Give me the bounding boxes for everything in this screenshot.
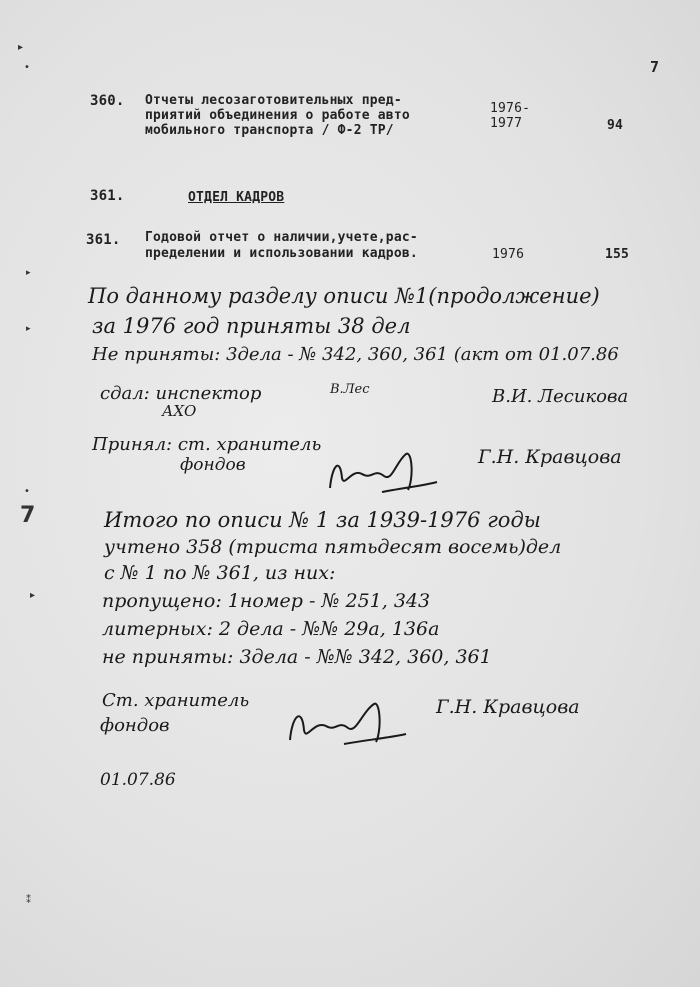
entry-title-line: Годовой отчет о наличии,учете,рас-	[145, 230, 418, 245]
entry-number: 361.	[86, 232, 121, 248]
totals-line: с № 1 по № 361, из них:	[104, 562, 336, 584]
handed-over-name: В.И. Лесикова	[492, 386, 629, 407]
totals-line: учтено 358 (триста пятьдесят восемь)дел	[104, 536, 562, 558]
signature	[282, 700, 412, 754]
section-heading: ОТДЕЛ КАДРОВ	[188, 190, 285, 205]
entry-number: 360.	[90, 93, 125, 109]
entry-title-line: пределении и использовании кадров.	[145, 246, 418, 261]
accepted-label: фондов	[180, 455, 246, 475]
totals-line: пропущено: 1номер - № 251, 343	[102, 590, 431, 612]
margin-mark: ▸	[30, 590, 36, 601]
margin-mark: •	[24, 486, 30, 497]
totals-line: литерных: 2 дела - №№ 29а, 136а	[102, 618, 440, 640]
section-number: 361.	[90, 188, 125, 204]
entry-years: 1977	[490, 116, 523, 131]
page-number: 7	[650, 58, 660, 76]
entry-title-line: мобильного транспорта / Ф-2 ТР/	[145, 123, 394, 138]
entry-title-line: приятий объединения о работе авто	[145, 108, 410, 123]
entry-years: 1976-	[490, 101, 531, 116]
handed-over-label: АХО	[162, 402, 197, 420]
final-sign-label: фондов	[100, 715, 170, 736]
margin-mark: 7	[20, 503, 36, 528]
entry-years: 1976	[492, 247, 525, 262]
final-sign-name: Г.Н. Кравцова	[436, 696, 580, 718]
signature	[322, 448, 442, 502]
margin-mark: •	[24, 62, 30, 73]
entry-title-line: Отчеты лесозаготовительных пред-	[145, 93, 402, 108]
totals-line: не приняты: 3дела - №№ 342, 360, 361	[102, 646, 492, 668]
margin-mark: ▸	[26, 268, 31, 278]
signature: В.Лес	[330, 382, 370, 397]
margin-mark: ⁑	[26, 895, 31, 906]
accepted-label: Принял: ст. хранитель	[92, 434, 322, 455]
date: 01.07.86	[100, 770, 176, 790]
entry-sheets: 94	[607, 118, 624, 133]
entry-sheets: 155	[605, 247, 630, 262]
final-sign-label: Ст. хранитель	[102, 690, 250, 711]
totals-line: Итого по описи № 1 за 1939-1976 годы	[104, 508, 541, 532]
summary-line: за 1976 год приняты 38 дел	[92, 314, 411, 338]
accepted-name: Г.Н. Кравцова	[478, 446, 622, 468]
margin-mark: ▸	[26, 324, 31, 334]
summary-line: По данному разделу описи №1(продолжение)	[88, 284, 600, 308]
handed-over-label: сдал: инспектор	[100, 383, 262, 404]
summary-line: Не приняты: 3дела - № 342, 360, 361 (акт от 01.07.86	[92, 344, 619, 365]
margin-mark: ▸	[18, 42, 24, 53]
